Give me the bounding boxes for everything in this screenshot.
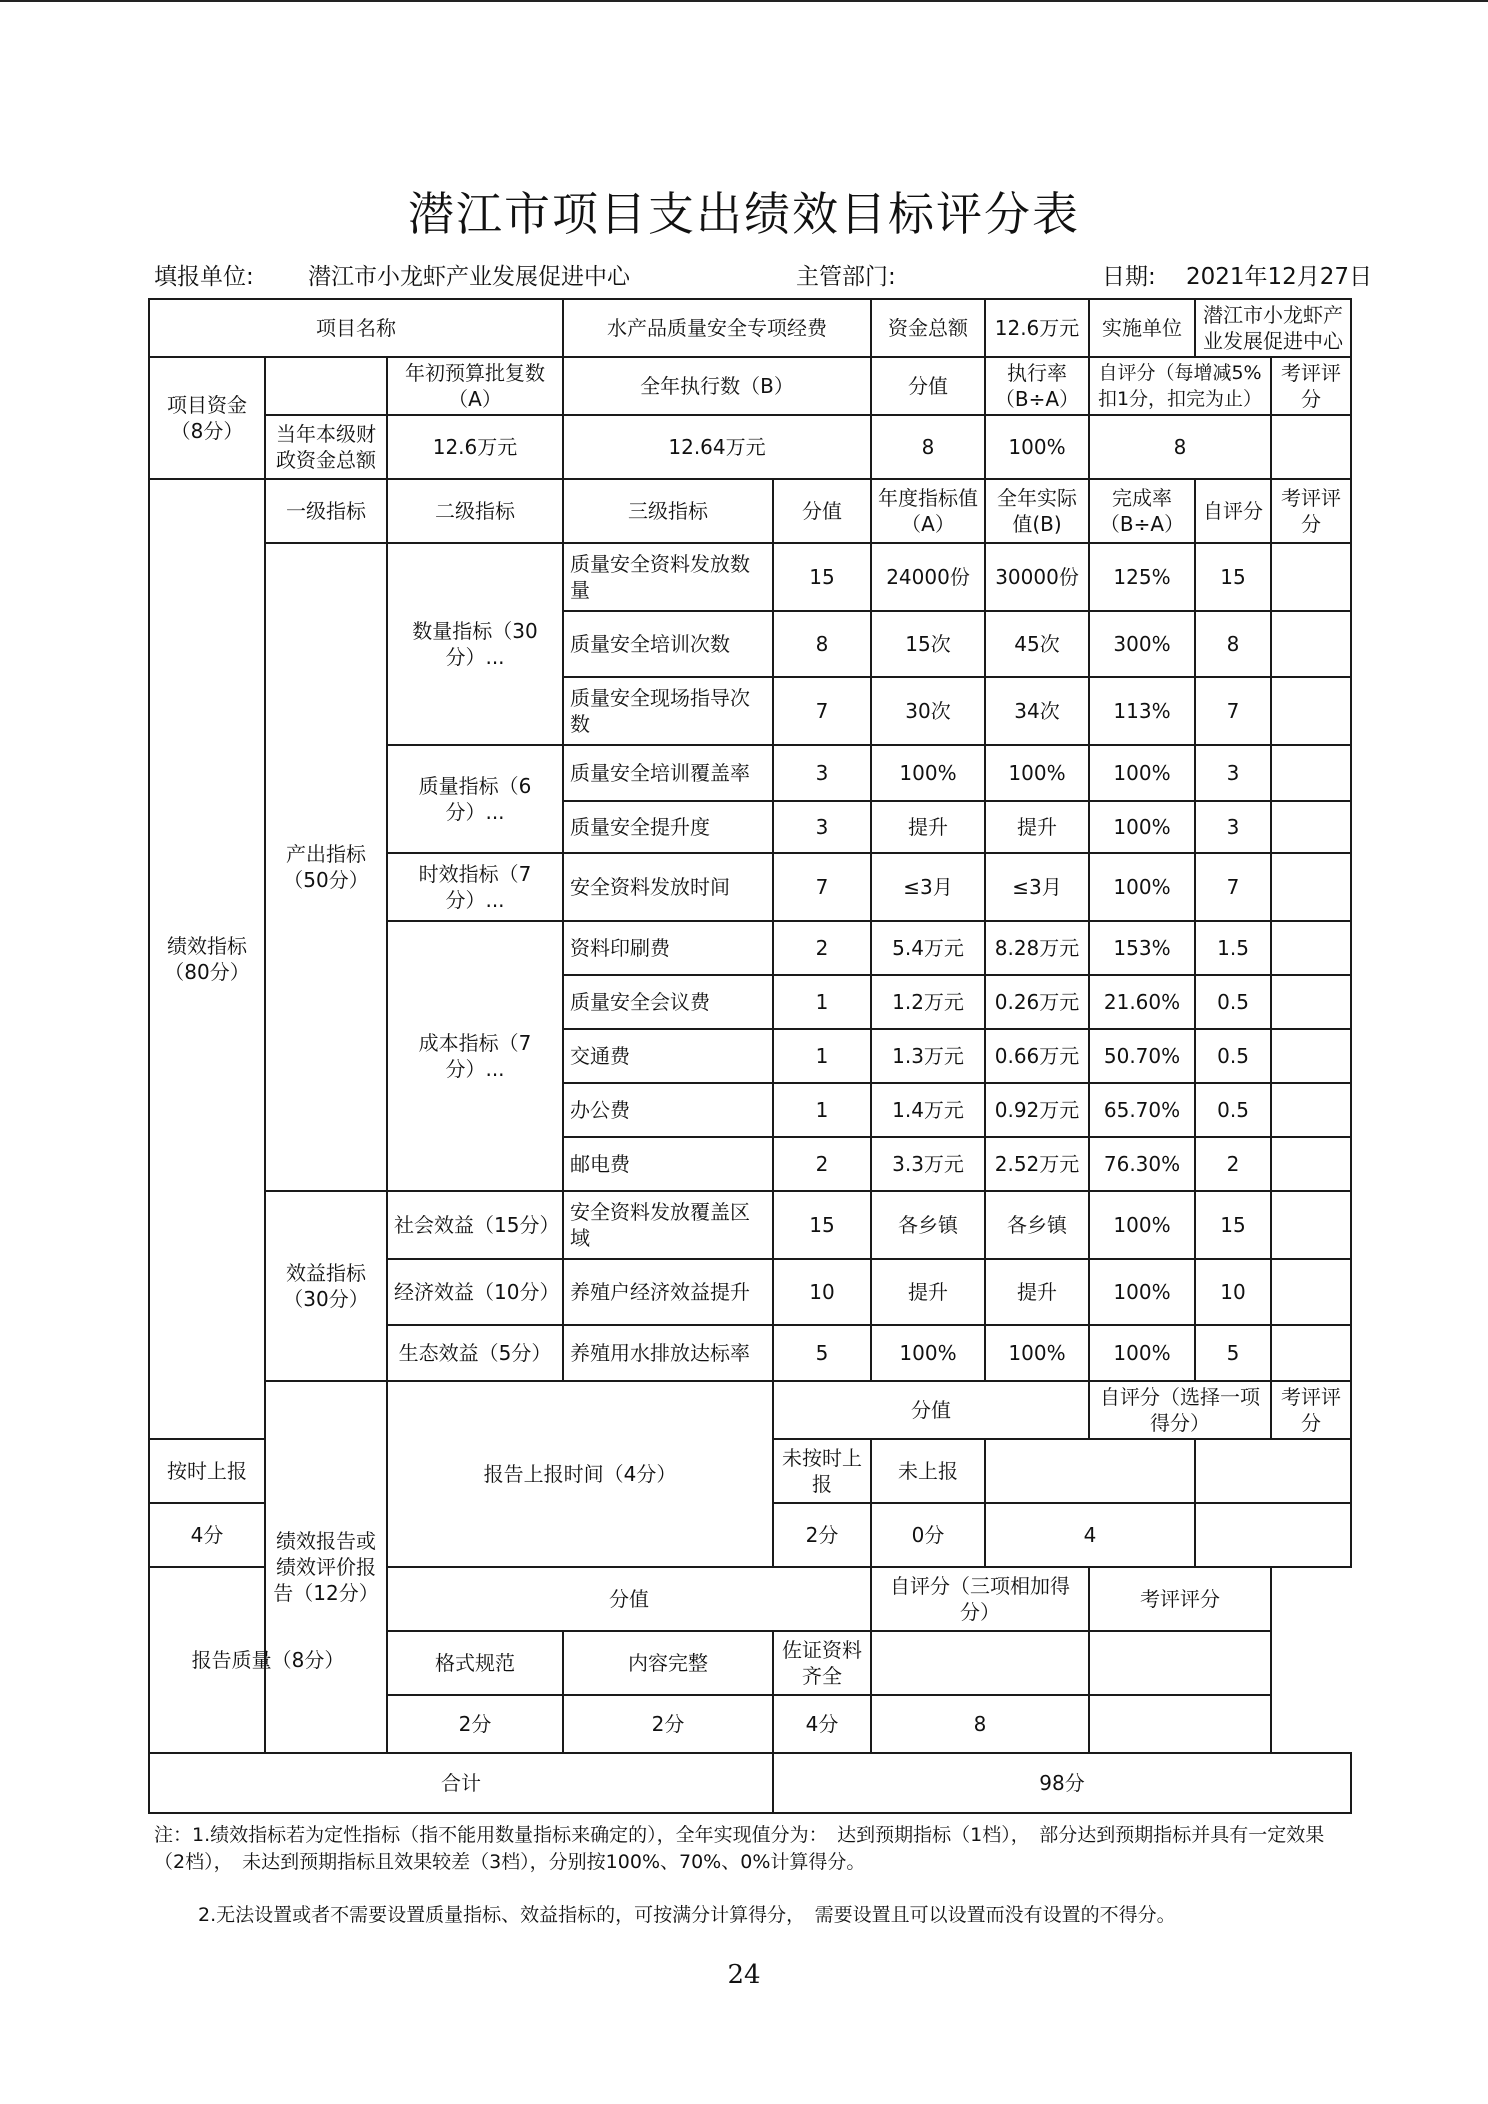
indicator-name: 养殖用水排放达标率 bbox=[563, 1325, 773, 1381]
indicator-score: 2 bbox=[773, 921, 871, 975]
indicator-review bbox=[1271, 801, 1351, 853]
funds-header-row bbox=[149, 357, 1351, 415]
indicator-score: 1 bbox=[773, 1083, 871, 1137]
indicator-target: 1.3万元 bbox=[871, 1029, 985, 1083]
report-quality-pts1: 2分 bbox=[387, 1695, 563, 1753]
funds-a-value: 12.6万元 bbox=[387, 415, 563, 479]
indicator-rate: 153% bbox=[1089, 921, 1195, 975]
indicator-name: 资料印刷费 bbox=[563, 921, 773, 975]
total-row bbox=[149, 1753, 1351, 1813]
indicator-actual: 0.26万元 bbox=[985, 975, 1089, 1029]
total-funds-value: 12.6万元 bbox=[985, 299, 1089, 357]
page-title: 潜江市项目支出绩效目标评分表 bbox=[408, 187, 1080, 241]
indicator-review bbox=[1271, 677, 1351, 745]
date-value: 2021年12月27日 bbox=[1186, 264, 1373, 290]
unit-value: 潜江市小龙虾产业发展促进中心 bbox=[308, 264, 630, 290]
indicator-self: 15 bbox=[1195, 543, 1271, 611]
eco-group-label: 生态效益（5分） bbox=[387, 1325, 563, 1381]
indicator-target: 5.4万元 bbox=[871, 921, 985, 975]
indicator-review bbox=[1271, 543, 1351, 611]
indicator-actual: 2.52万元 bbox=[985, 1137, 1089, 1191]
funds-blank-cell bbox=[265, 357, 387, 415]
report-timing-review-header: 考评评分 bbox=[1271, 1381, 1351, 1439]
funds-label: 项目资金（8分） bbox=[149, 357, 265, 479]
indicator-actual: 提升 bbox=[985, 1259, 1089, 1325]
indicator-actual: 100% bbox=[985, 1325, 1089, 1381]
perf-label: 绩效指标（80分） bbox=[149, 479, 265, 1439]
perf-header-l1: 一级指标 bbox=[265, 479, 387, 543]
report-timing-pts3: 0分 bbox=[871, 1503, 985, 1567]
indicator-score: 15 bbox=[773, 543, 871, 611]
report-quality-pts3: 4分 bbox=[773, 1695, 871, 1753]
indicator-score: 3 bbox=[773, 801, 871, 853]
indicator-actual: 提升 bbox=[985, 801, 1089, 853]
report-timing-opt1: 按时上报 bbox=[149, 1439, 265, 1503]
indicator-review bbox=[1271, 975, 1351, 1029]
report-quality-opt3: 佐证资料齐全 bbox=[773, 1631, 871, 1695]
indicator-score: 7 bbox=[773, 853, 871, 921]
cost-group-label: 成本指标（7分）... bbox=[387, 921, 563, 1191]
social-group-label: 社会效益（15分） bbox=[387, 1191, 563, 1259]
indicator-actual: 34次 bbox=[985, 677, 1089, 745]
indicator-name: 邮电费 bbox=[563, 1137, 773, 1191]
indicator-self: 0.5 bbox=[1195, 1083, 1271, 1137]
output-indicator-label: 产出指标（50分） bbox=[265, 543, 387, 1191]
report-quality-opt2: 内容完整 bbox=[563, 1631, 773, 1695]
perf-header-l3: 三级指标 bbox=[563, 479, 773, 543]
project-name-value: 水产品质量安全专项经费 bbox=[563, 299, 871, 357]
report-timing-self-blank bbox=[985, 1439, 1195, 1503]
quality-group-label: 质量指标（6分）... bbox=[387, 745, 563, 853]
indicator-target: 提升 bbox=[871, 801, 985, 853]
score-table bbox=[148, 298, 1352, 1814]
report-quality-opt1: 格式规范 bbox=[387, 1631, 563, 1695]
perf-row bbox=[149, 1191, 1351, 1259]
indicator-rate: 100% bbox=[1089, 1259, 1195, 1325]
indicator-self: 7 bbox=[1195, 677, 1271, 745]
indicator-name: 质量安全资料发放数量 bbox=[563, 543, 773, 611]
indicator-review bbox=[1271, 1325, 1351, 1381]
indicator-rate: 113% bbox=[1089, 677, 1195, 745]
indicator-target: 30次 bbox=[871, 677, 985, 745]
indicator-rate: 100% bbox=[1089, 745, 1195, 801]
funds-col-self: 自评分（每增减5%扣1分，扣完为止） bbox=[1089, 357, 1271, 415]
indicator-target: 1.2万元 bbox=[871, 975, 985, 1029]
indicator-actual: 8.28万元 bbox=[985, 921, 1089, 975]
indicator-name: 办公费 bbox=[563, 1083, 773, 1137]
indicator-review bbox=[1271, 1083, 1351, 1137]
total-label: 合计 bbox=[149, 1753, 773, 1813]
indicator-actual: 30000份 bbox=[985, 543, 1089, 611]
funds-b-value: 12.64万元 bbox=[563, 415, 871, 479]
indicator-name: 安全资料发放时间 bbox=[563, 853, 773, 921]
indicator-rate: 300% bbox=[1089, 611, 1195, 677]
funds-self-value: 8 bbox=[1089, 415, 1271, 479]
indicator-name: 质量安全会议费 bbox=[563, 975, 773, 1029]
report-quality-self-blank bbox=[871, 1631, 1089, 1695]
indicator-actual: 0.92万元 bbox=[985, 1083, 1089, 1137]
indicator-target: 15次 bbox=[871, 611, 985, 677]
note-1: 注：1.绩效指标若为定性指标（指不能用数量指标来确定的），全年实现值分为： 达到预期指标（1档）， 部分达到预期指标并具有一定效果（2档）， 未达到预期指标且效果较差（3档），分别按100%、70%、0%计算得分。 bbox=[154, 1824, 1325, 1873]
indicator-rate: 65.70% bbox=[1089, 1083, 1195, 1137]
indicator-self: 7 bbox=[1195, 853, 1271, 921]
perf-header-l2: 二级指标 bbox=[387, 479, 563, 543]
indicator-target: 100% bbox=[871, 1325, 985, 1381]
indicator-score: 8 bbox=[773, 611, 871, 677]
funds-rate-value: 100% bbox=[985, 415, 1089, 479]
indicator-score: 7 bbox=[773, 677, 871, 745]
indicator-name: 交通费 bbox=[563, 1029, 773, 1083]
report-timing-self-value: 4 bbox=[985, 1503, 1195, 1567]
funds-col-b: 全年执行数（B） bbox=[563, 357, 871, 415]
indicator-actual: 0.66万元 bbox=[985, 1029, 1089, 1083]
report-quality-self-header: 自评分（三项相加得分） bbox=[871, 1567, 1089, 1631]
report-timing-label: 报告上报时间（4分） bbox=[387, 1381, 773, 1567]
report-timing-pts1: 4分 bbox=[149, 1503, 265, 1567]
funds-review-value bbox=[1271, 415, 1351, 479]
indicator-target: 100% bbox=[871, 745, 985, 801]
perf-header-review: 考评评分 bbox=[1271, 479, 1351, 543]
indicator-self: 15 bbox=[1195, 1191, 1271, 1259]
indicator-actual: 45次 bbox=[985, 611, 1089, 677]
funds-col-review: 考评评分 bbox=[1271, 357, 1351, 415]
indicator-self: 3 bbox=[1195, 801, 1271, 853]
perf-header-actual: 全年实际值(B) bbox=[985, 479, 1089, 543]
report-timing-opt2: 未按时上报 bbox=[773, 1439, 871, 1503]
dept-label: 主管部门: bbox=[796, 264, 896, 290]
indicator-score: 2 bbox=[773, 1137, 871, 1191]
unit-label: 填报单位: bbox=[154, 264, 254, 290]
funds-col-rate: 执行率（B÷A） bbox=[985, 357, 1089, 415]
indicator-self: 0.5 bbox=[1195, 1029, 1271, 1083]
indicator-rate: 76.30% bbox=[1089, 1137, 1195, 1191]
indicator-target: 提升 bbox=[871, 1259, 985, 1325]
quantity-group-label: 数量指标（30分）... bbox=[387, 543, 563, 745]
perf-header-target: 年度指标值（A） bbox=[871, 479, 985, 543]
exec-unit-value: 潜江市小龙虾产业发展促进中心 bbox=[1195, 299, 1351, 357]
indicator-name: 质量安全现场指导次数 bbox=[563, 677, 773, 745]
indicator-score: 1 bbox=[773, 975, 871, 1029]
indicator-target: 各乡镇 bbox=[871, 1191, 985, 1259]
indicator-name: 质量安全培训次数 bbox=[563, 611, 773, 677]
indicator-rate: 100% bbox=[1089, 801, 1195, 853]
indicator-target: 1.4万元 bbox=[871, 1083, 985, 1137]
page-top-border bbox=[0, 0, 1488, 2]
indicator-self: 5 bbox=[1195, 1325, 1271, 1381]
page-number: 24 bbox=[727, 1960, 761, 1990]
indicator-self: 10 bbox=[1195, 1259, 1271, 1325]
indicator-target: 24000份 bbox=[871, 543, 985, 611]
indicator-review bbox=[1271, 853, 1351, 921]
report-label: 绩效报告或绩效评价报告（12分） bbox=[265, 1381, 387, 1753]
indicator-rate: 125% bbox=[1089, 543, 1195, 611]
indicator-rate: 50.70% bbox=[1089, 1029, 1195, 1083]
perf-row bbox=[149, 543, 1351, 611]
report-timing-pts2: 2分 bbox=[773, 1503, 871, 1567]
report-quality-self-value: 8 bbox=[871, 1695, 1089, 1753]
indicator-self: 8 bbox=[1195, 611, 1271, 677]
indicator-review bbox=[1271, 1029, 1351, 1083]
perf-header-score: 分值 bbox=[773, 479, 871, 543]
report-quality-review-blank bbox=[1089, 1631, 1271, 1695]
perf-header-rate: 完成率（B÷A） bbox=[1089, 479, 1195, 543]
indicator-score: 15 bbox=[773, 1191, 871, 1259]
indicator-name: 质量安全培训覆盖率 bbox=[563, 745, 773, 801]
indicator-rate: 100% bbox=[1089, 1325, 1195, 1381]
indicator-review bbox=[1271, 745, 1351, 801]
indicator-self: 0.5 bbox=[1195, 975, 1271, 1029]
perf-header-row bbox=[149, 479, 1351, 543]
economic-group-label: 经济效益（10分） bbox=[387, 1259, 563, 1325]
benefit-indicator-label: 效益指标（30分） bbox=[265, 1191, 387, 1381]
report-timing-self-header: 自评分（选择一项得分） bbox=[1089, 1381, 1271, 1439]
report-timing-score-header: 分值 bbox=[773, 1381, 1089, 1439]
report-quality-label: 报告质量（8分） bbox=[149, 1567, 387, 1753]
exec-unit-label: 实施单位 bbox=[1089, 299, 1195, 357]
report-timing-header-row bbox=[149, 1381, 1351, 1439]
note-2: 2.无法设置或者不需要设置质量指标、效益指标的，可按满分计算得分， 需要设置且可以设置而没有设置的不得分。 bbox=[198, 1904, 1176, 1926]
indicator-name: 养殖户经济效益提升 bbox=[563, 1259, 773, 1325]
indicator-self: 2 bbox=[1195, 1137, 1271, 1191]
indicator-actual: 100% bbox=[985, 745, 1089, 801]
indicator-target: ≤3月 bbox=[871, 853, 985, 921]
indicator-rate: 100% bbox=[1089, 853, 1195, 921]
date-label: 日期: bbox=[1102, 264, 1156, 290]
total-funds-label: 资金总额 bbox=[871, 299, 985, 357]
timeliness-group-label: 时效指标（7分）... bbox=[387, 853, 563, 921]
indicator-score: 5 bbox=[773, 1325, 871, 1381]
funds-col-score: 分值 bbox=[871, 357, 985, 415]
report-quality-score-header: 分值 bbox=[387, 1567, 871, 1631]
indicator-review bbox=[1271, 1137, 1351, 1191]
indicator-self: 1.5 bbox=[1195, 921, 1271, 975]
funds-value-row bbox=[149, 415, 1351, 479]
indicator-score: 10 bbox=[773, 1259, 871, 1325]
indicator-actual: ≤3月 bbox=[985, 853, 1089, 921]
indicator-name: 质量安全提升度 bbox=[563, 801, 773, 853]
project-row bbox=[149, 299, 1351, 357]
indicator-review bbox=[1271, 921, 1351, 975]
report-timing-review-blank bbox=[1195, 1439, 1351, 1503]
indicator-review bbox=[1271, 611, 1351, 677]
report-timing-opt3: 未上报 bbox=[871, 1439, 985, 1503]
report-quality-pts2: 2分 bbox=[563, 1695, 773, 1753]
indicator-name: 安全资料发放覆盖区域 bbox=[563, 1191, 773, 1259]
indicator-rate: 21.60% bbox=[1089, 975, 1195, 1029]
project-name-label: 项目名称 bbox=[149, 299, 563, 357]
indicator-actual: 各乡镇 bbox=[985, 1191, 1089, 1259]
indicator-score: 1 bbox=[773, 1029, 871, 1083]
indicator-score: 3 bbox=[773, 745, 871, 801]
funds-row-label: 当年本级财政资金总额 bbox=[265, 415, 387, 479]
indicator-review bbox=[1271, 1259, 1351, 1325]
indicator-target: 3.3万元 bbox=[871, 1137, 985, 1191]
perf-header-self: 自评分 bbox=[1195, 479, 1271, 543]
funds-col-a: 年初预算批复数（A） bbox=[387, 357, 563, 415]
total-value: 98分 bbox=[773, 1753, 1351, 1813]
report-quality-review-value bbox=[1089, 1695, 1271, 1753]
indicator-review bbox=[1271, 1191, 1351, 1259]
indicator-self: 3 bbox=[1195, 745, 1271, 801]
report-timing-review-value bbox=[1195, 1503, 1351, 1567]
indicator-rate: 100% bbox=[1089, 1191, 1195, 1259]
report-quality-review-header: 考评评分 bbox=[1089, 1567, 1271, 1631]
funds-score-value: 8 bbox=[871, 415, 985, 479]
